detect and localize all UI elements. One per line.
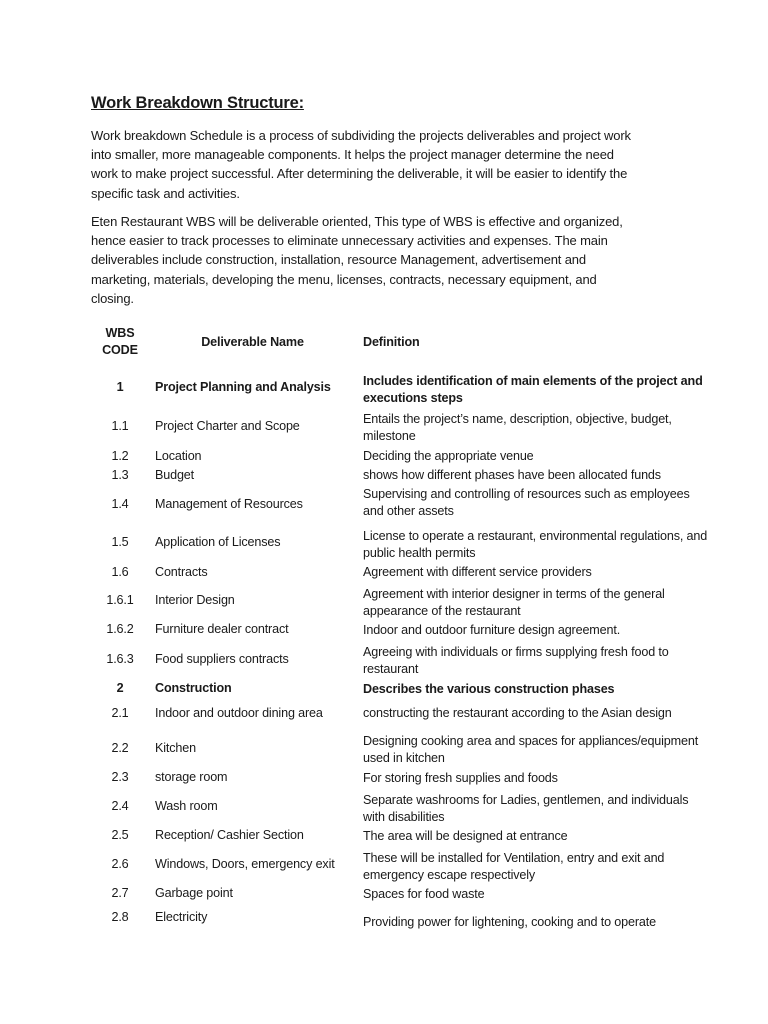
row-name: Food suppliers contracts — [155, 652, 289, 666]
row-name: Furniture dealer contract — [155, 622, 289, 636]
row-code: 1.3 — [111, 468, 129, 482]
row-definition: shows how different phases have been allocated funds — [363, 468, 661, 482]
row-code: 1.2 — [111, 449, 129, 463]
row-code: 2.6 — [111, 857, 129, 871]
row-code: 2.8 — [111, 910, 129, 924]
row-code: 1.6 — [111, 565, 129, 579]
row-code: 2 — [116, 681, 124, 695]
row-name: Interior Design — [155, 593, 235, 607]
row-code: 2.1 — [111, 706, 129, 720]
row-name: storage room — [155, 770, 228, 784]
row-code: 1.5 — [111, 535, 129, 549]
row-name: Wash room — [155, 799, 218, 813]
row-name: Budget — [155, 468, 195, 482]
row-name: Contracts — [155, 565, 208, 579]
row-definition: Entails the project’s name, description, objective, budget, milestone — [363, 412, 672, 443]
row-code: 2.3 — [111, 770, 129, 784]
row-definition: Describes the various construction phases — [363, 682, 615, 696]
document-title: Work Breakdown Structure: — [91, 94, 304, 112]
row-code: 2.5 — [111, 828, 129, 842]
intro-paragraph: Work breakdown Schedule is a process of subdividing the projects deliverables and project work into smaller, more manageable components. It helps the project manager determine the need work to make project successful. After determining the deliverable, it will be easier to identify the specific task and activities. — [91, 128, 631, 201]
row-definition: Agreement with different service providers — [363, 565, 592, 579]
row-definition: For storing fresh supplies and foods — [363, 771, 558, 785]
row-code: 2.7 — [111, 886, 129, 900]
row-definition: The area will be designed at entrance — [363, 829, 568, 843]
deliverables-paragraph: Eten Restaurant WBS will be deliverable oriented, This type of WBS is effective and organized, hence easier to track processes to eliminate unnecessary activities and expenses. The main deliverables include construction, installation, resource Management, advertisement and marketing, materials, developing the menu, licenses, contracts, necessary equipment, and closing. — [91, 214, 623, 306]
header-definition: Definition — [363, 335, 420, 349]
row-name: Application of Licenses — [155, 535, 281, 549]
row-definition: Indoor and outdoor furniture design agreement. — [363, 623, 621, 637]
row-name: Construction — [155, 681, 232, 695]
row-name: Kitchen — [155, 741, 196, 755]
row-name: Management of Resources — [155, 497, 303, 511]
header-deliverable-name: Deliverable Name — [201, 335, 304, 349]
row-code: 1.4 — [111, 497, 129, 511]
row-name: Electricity — [155, 910, 208, 924]
header-code-label: CODE — [102, 343, 138, 357]
row-definition: Designing cooking area and spaces for appliances/equipment used in kitchen — [363, 734, 699, 765]
row-definition: Separate washrooms for Ladies, gentlemen, and individuals with disabilities — [363, 793, 689, 824]
row-code: 2.4 — [111, 799, 129, 813]
row-definition: Agreement with interior designer in terms of the general appearance of the restaurant — [363, 587, 665, 618]
row-definition: Agreeing with individuals or firms supplying fresh food to restaurant — [363, 645, 669, 676]
row-definition: These will be installed for Ventilation, entry and exit and emergency escape respectively — [363, 851, 665, 882]
row-code: 1.6.3 — [106, 652, 134, 666]
row-name: Windows, Doors, emergency exit — [155, 857, 335, 871]
row-code: 1.1 — [111, 419, 129, 433]
row-definition: Supervising and controlling of resources such as employees and other assets — [363, 487, 690, 518]
row-definition: Includes identification of main elements of the project and executions steps — [363, 374, 703, 405]
row-name: Indoor and outdoor dining area — [155, 706, 323, 720]
row-definition: Providing power for lightening, cooking and to operate — [363, 915, 656, 929]
row-code: 2.2 — [111, 741, 129, 755]
row-name: Project Charter and Scope — [155, 419, 300, 433]
row-code: 1 — [116, 380, 124, 394]
row-definition: constructing the restaurant according to the Asian design — [363, 706, 672, 720]
header-wbs-code — [90, 325, 150, 359]
row-name: Garbage point — [155, 886, 233, 900]
row-name: Project Planning and Analysis — [155, 380, 331, 394]
row-definition: License to operate a restaurant, environmental regulations, and public health permits — [363, 529, 708, 560]
row-name: Location — [155, 449, 202, 463]
row-name: Reception/ Cashier Section — [155, 828, 304, 842]
row-code: 1.6.2 — [106, 622, 134, 636]
header-wbs-label: WBS — [105, 326, 135, 340]
row-code: 1.6.1 — [106, 593, 134, 607]
row-definition: Spaces for food waste — [363, 887, 485, 901]
row-definition: Deciding the appropriate venue — [363, 449, 534, 463]
